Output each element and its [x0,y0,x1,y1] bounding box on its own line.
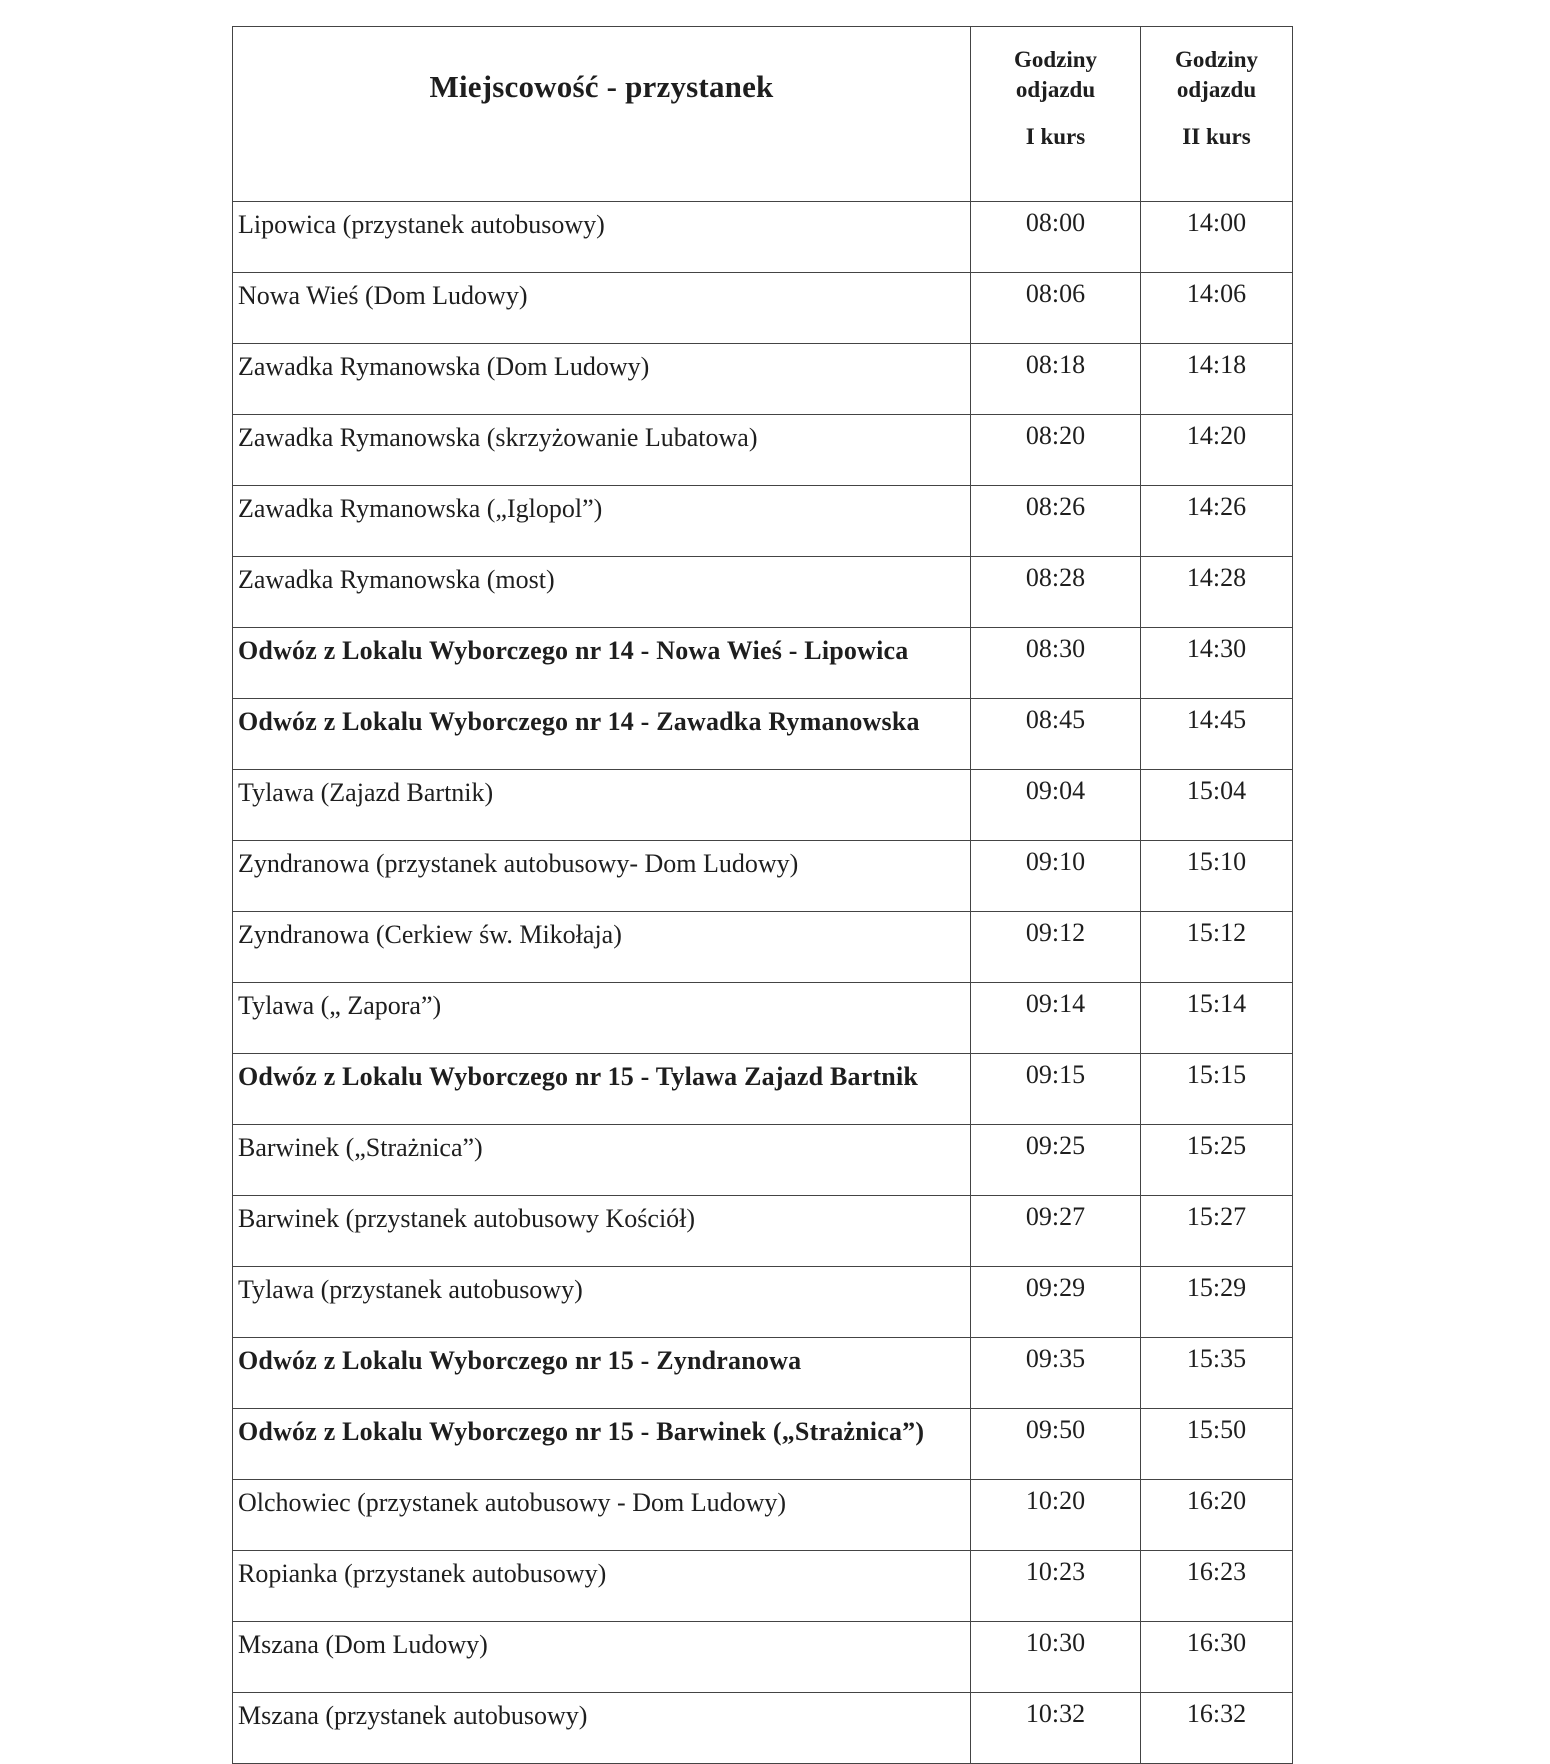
header-course-2-line1: Godziny [1174,47,1259,72]
departure-course-1: 08:45 [971,699,1141,770]
table-row [233,1693,1293,1764]
departure-course-2: 16:30 [1141,1622,1293,1693]
table-row [233,841,1293,912]
table-row [233,1622,1293,1693]
stop-name: Mszana (Dom Ludowy) [233,1622,971,1693]
departure-course-2: 15:50 [1141,1409,1293,1480]
stop-name: Mszana (przystanek autobusowy) [233,1693,971,1764]
header-course-1-line2: odjazdu [1015,77,1096,102]
table-row [233,1054,1293,1125]
departure-course-1: 09:15 [971,1054,1141,1125]
departure-course-2: 15:25 [1141,1125,1293,1196]
departure-course-2: 16:32 [1141,1693,1293,1764]
header-course-2-label: II kurs [1182,124,1251,149]
departure-course-1: 09:27 [971,1196,1141,1267]
stop-name: Zyndranowa (przystanek autobusowy- Dom Ludowy) [233,841,971,912]
departure-course-1: 08:30 [971,628,1141,699]
departure-course-2: 15:35 [1141,1338,1293,1409]
departure-course-2: 14:06 [1141,273,1293,344]
stop-name: Tylawa (przystanek autobusowy) [233,1267,971,1338]
header-course-2-line2: odjazdu [1176,77,1257,102]
stop-name: Nowa Wieś (Dom Ludowy) [233,273,971,344]
departure-course-1: 08:06 [971,273,1141,344]
schedule-body [233,202,1293,1764]
header-course-1-line1: Godziny [1013,47,1098,72]
stop-name: Odwóz z Lokalu Wyborczego nr 15 - Zyndranowa [233,1338,971,1409]
stop-name: Zawadka Rymanowska (Dom Ludowy) [233,344,971,415]
stop-name: Zawadka Rymanowska (skrzyżowanie Lubatowa) [233,415,971,486]
departure-course-1: 08:20 [971,415,1141,486]
departure-course-2: 14:20 [1141,415,1293,486]
departure-course-1: 08:18 [971,344,1141,415]
departure-course-1: 08:28 [971,557,1141,628]
table-row [233,1125,1293,1196]
departure-course-1: 09:29 [971,1267,1141,1338]
stop-name: Odwóz z Lokalu Wyborczego nr 14 - Zawadka Rymanowska [233,699,971,770]
table-row [233,202,1293,273]
schedule-table [232,26,1293,1764]
header-course-1-label: I kurs [1025,124,1086,149]
table-row [233,983,1293,1054]
table-row [233,1409,1293,1480]
stop-name: Olchowiec (przystanek autobusowy - Dom Ludowy) [233,1480,971,1551]
departure-course-2: 14:18 [1141,344,1293,415]
header-course-2 [1141,27,1293,202]
departure-course-1: 09:14 [971,983,1141,1054]
departure-course-1: 09:04 [971,770,1141,841]
departure-course-1: 09:35 [971,1338,1141,1409]
stop-name: Tylawa (Zajazd Bartnik) [233,770,971,841]
departure-course-2: 15:10 [1141,841,1293,912]
table-row [233,273,1293,344]
departure-course-2: 14:00 [1141,202,1293,273]
departure-course-2: 16:20 [1141,1480,1293,1551]
header-place: Miejscowość - przystanek [233,27,971,202]
stop-name: Tylawa („ Zapora”) [233,983,971,1054]
table-row [233,344,1293,415]
departure-course-2: 14:26 [1141,486,1293,557]
departure-course-1: 09:50 [971,1409,1141,1480]
departure-course-2: 15:27 [1141,1196,1293,1267]
table-row [233,1480,1293,1551]
stop-name: Ropianka (przystanek autobusowy) [233,1551,971,1622]
stop-name: Barwinek (przystanek autobusowy Kościół) [233,1196,971,1267]
table-row [233,1551,1293,1622]
departure-course-1: 09:25 [971,1125,1141,1196]
header-row [233,27,1293,202]
departure-course-1: 08:00 [971,202,1141,273]
header-course-1 [971,27,1141,202]
stop-name: Zawadka Rymanowska (most) [233,557,971,628]
table-row [233,912,1293,983]
stop-name: Lipowica (przystanek autobusowy) [233,202,971,273]
departure-course-2: 14:45 [1141,699,1293,770]
table-row [233,557,1293,628]
table-row [233,1196,1293,1267]
departure-course-1: 10:30 [971,1622,1141,1693]
table-row [233,1338,1293,1409]
stop-name: Barwinek („Strażnica”) [233,1125,971,1196]
table-row [233,699,1293,770]
departure-course-2: 15:14 [1141,983,1293,1054]
departure-course-2: 14:28 [1141,557,1293,628]
table-row [233,1267,1293,1338]
departure-course-2: 15:12 [1141,912,1293,983]
stop-name: Odwóz z Lokalu Wyborczego nr 15 - Tylawa Zajazd Bartnik [233,1054,971,1125]
stop-name: Zawadka Rymanowska („Iglopol”) [233,486,971,557]
stop-name: Zyndranowa (Cerkiew św. Mikołaja) [233,912,971,983]
table-row [233,415,1293,486]
departure-course-1: 10:32 [971,1693,1141,1764]
departure-course-2: 15:15 [1141,1054,1293,1125]
table-row [233,628,1293,699]
departure-course-2: 15:29 [1141,1267,1293,1338]
departure-course-1: 08:26 [971,486,1141,557]
departure-course-2: 14:30 [1141,628,1293,699]
table-row [233,770,1293,841]
stop-name: Odwóz z Lokalu Wyborczego nr 14 - Nowa Wieś - Lipowica [233,628,971,699]
departure-course-2: 15:04 [1141,770,1293,841]
departure-course-1: 09:10 [971,841,1141,912]
departure-course-1: 09:12 [971,912,1141,983]
stop-name: Odwóz z Lokalu Wyborczego nr 15 - Barwinek („Strażnica”) [233,1409,971,1480]
departure-course-2: 16:23 [1141,1551,1293,1622]
table-row [233,486,1293,557]
departure-course-1: 10:20 [971,1480,1141,1551]
schedule-document [232,26,1292,1764]
departure-course-1: 10:23 [971,1551,1141,1622]
